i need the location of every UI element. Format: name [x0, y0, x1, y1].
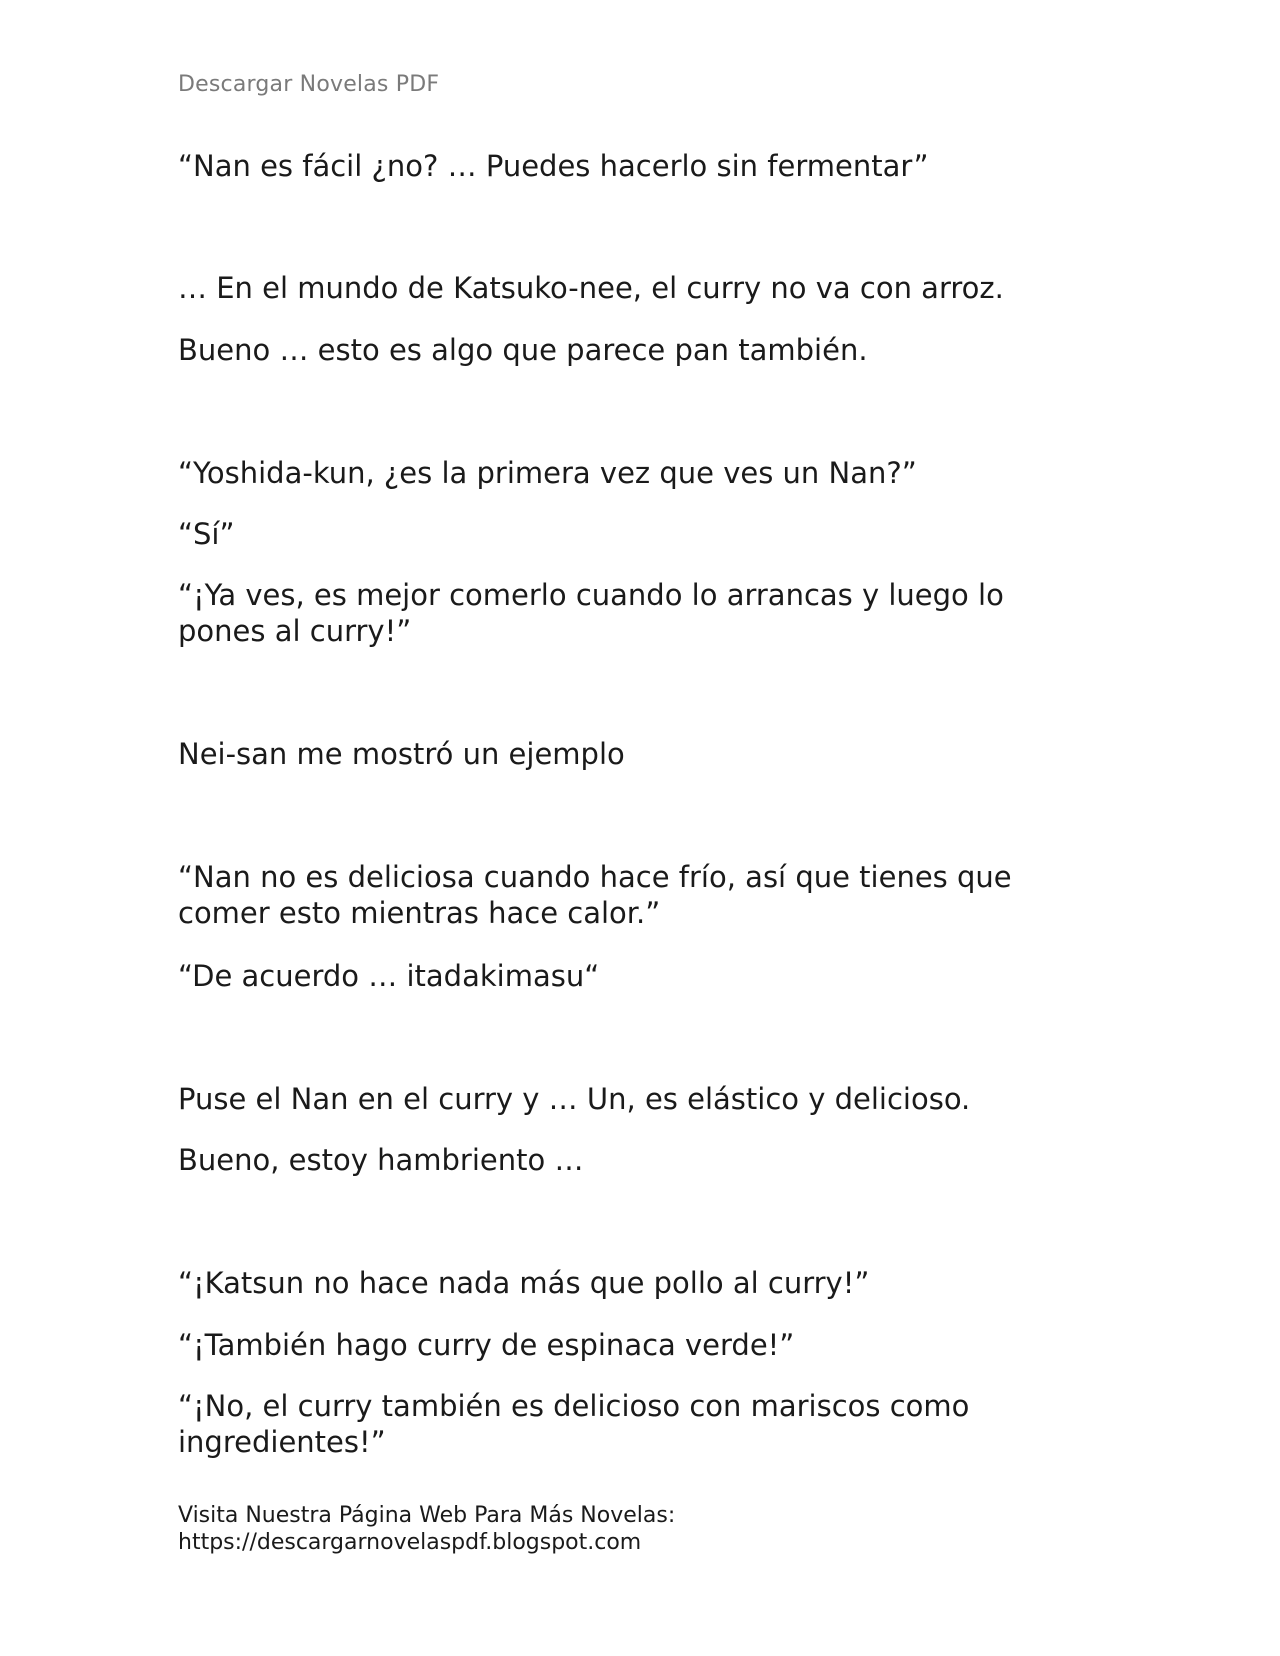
- paragraph: “Sí”: [178, 517, 235, 551]
- paragraph: “¡Ya ves, es mejor comerlo cuando lo arrancas y luego lo pones al curry!”: [178, 578, 1004, 648]
- paragraph: … En el mundo de Katsuko-nee, el curry no va con arroz.: [178, 271, 1004, 305]
- page-footer: [178, 1502, 675, 1556]
- paragraph: Bueno, estoy hambriento …: [178, 1143, 584, 1177]
- paragraph: Bueno … esto es algo que parece pan también.: [178, 333, 868, 367]
- paragraph: Nei-san me mostró un ejemplo: [178, 737, 625, 771]
- paragraph: “Yoshida-kun, ¿es la primera vez que ves un Nan?”: [178, 456, 917, 490]
- document-page: [178, 0, 1078, 1656]
- footer-promo-text: Visita Nuestra Página Web Para Más Novelas:: [178, 1503, 676, 1528]
- paragraph: “Nan no es deliciosa cuando hace frío, así que tienes que comer esto mientras hace calor.”: [178, 860, 1012, 930]
- paragraph: “De acuerdo … itadakimasu“: [178, 959, 600, 993]
- paragraph: “Nan es fácil ¿no? … Puedes hacerlo sin fermentar”: [178, 149, 929, 183]
- paragraph: “¡Katsun no hace nada más que pollo al curry!”: [178, 1266, 870, 1300]
- page-header: Descargar Novelas PDF: [178, 72, 440, 97]
- paragraph: “¡No, el curry también es delicioso con mariscos como ingredientes!”: [178, 1389, 970, 1459]
- footer-website-link[interactable]: https://descargarnovelaspdf.blogspot.com: [178, 1530, 642, 1555]
- paragraph: “¡También hago curry de espinaca verde!”: [178, 1328, 795, 1362]
- paragraph: Puse el Nan en el curry y … Un, es elástico y delicioso.: [178, 1082, 971, 1116]
